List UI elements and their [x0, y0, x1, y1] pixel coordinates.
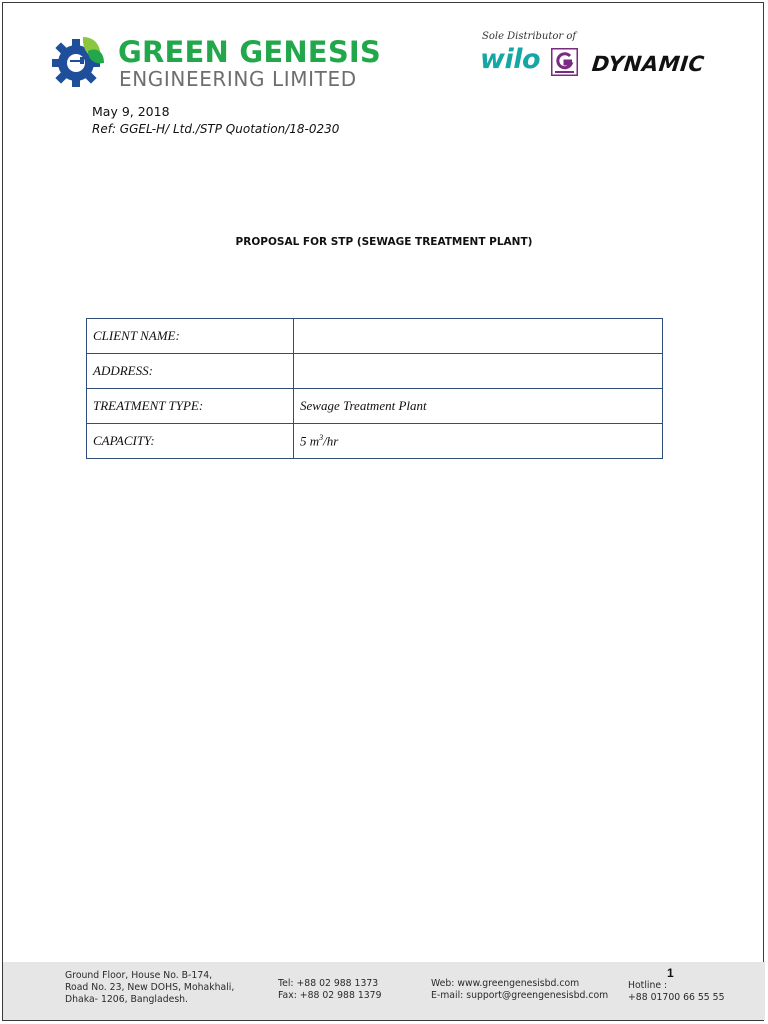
- capacity-unit: /hr: [323, 433, 339, 449]
- hotline-label: Hotline :: [628, 980, 668, 991]
- address-line: Dhaka- 1206, Bangladesh.: [65, 994, 189, 1005]
- table-row: [87, 389, 663, 424]
- footer-address: [65, 970, 234, 1006]
- hotline-number: +88 01700 66 55 55: [628, 992, 725, 1003]
- client-name-label: CLIENT NAME:: [87, 319, 294, 354]
- treatment-type-value: Sewage Treatment Plant: [294, 389, 663, 424]
- letter-date: May 9, 2018: [92, 104, 170, 119]
- web-link[interactable]: Web: www.greengenesisbd.com: [431, 978, 580, 989]
- proposal-info-table: [86, 318, 663, 459]
- company-name: GREEN GENESIS: [118, 35, 381, 69]
- client-name-value: [294, 319, 663, 354]
- footer-web: [431, 978, 608, 1002]
- tel-number: Tel: +88 02 988 1373: [278, 978, 379, 989]
- treatment-type-label: TREATMENT TYPE:: [87, 389, 294, 424]
- capacity-exponent: 3: [319, 432, 324, 442]
- dynamic-brand: DYNAMIC: [590, 52, 706, 76]
- table-row: [87, 319, 663, 354]
- gear-leaf-logo-icon: [48, 33, 106, 91]
- table-row: [87, 424, 663, 459]
- table-row: [87, 354, 663, 389]
- address-value: [294, 354, 663, 389]
- footer-phone: [278, 978, 382, 1002]
- letter-reference: Ref: GGEL-H/ Ltd./STP Quotation/18-0230: [92, 122, 340, 136]
- company-subtitle: ENGINEERING LIMITED: [119, 67, 357, 91]
- address-label: ADDRESS:: [87, 354, 294, 389]
- document-page: [2, 2, 764, 1021]
- address-line: Ground Floor, House No. B-174,: [65, 970, 213, 981]
- capacity-label: CAPACITY:: [87, 424, 294, 459]
- page-number: 1: [667, 966, 674, 980]
- address-line: Road No. 23, New DOHS, Mohakhali,: [65, 982, 235, 993]
- wilo-brand: wilo: [480, 44, 541, 75]
- capacity-value: [294, 424, 663, 459]
- footer-hotline: [628, 980, 725, 1004]
- company-logo: [48, 33, 381, 93]
- capacity-number: 5 m: [300, 433, 320, 449]
- proposal-title: PROPOSAL FOR STP (SEWAGE TREATMENT PLANT): [235, 236, 533, 248]
- fax-number: Fax: +88 02 988 1379: [278, 990, 382, 1001]
- email-link[interactable]: E-mail: support@greengenesisbd.com: [431, 990, 609, 1001]
- distributor-label: Sole Distributor of: [482, 31, 577, 42]
- g-brand-badge-icon: [551, 48, 578, 76]
